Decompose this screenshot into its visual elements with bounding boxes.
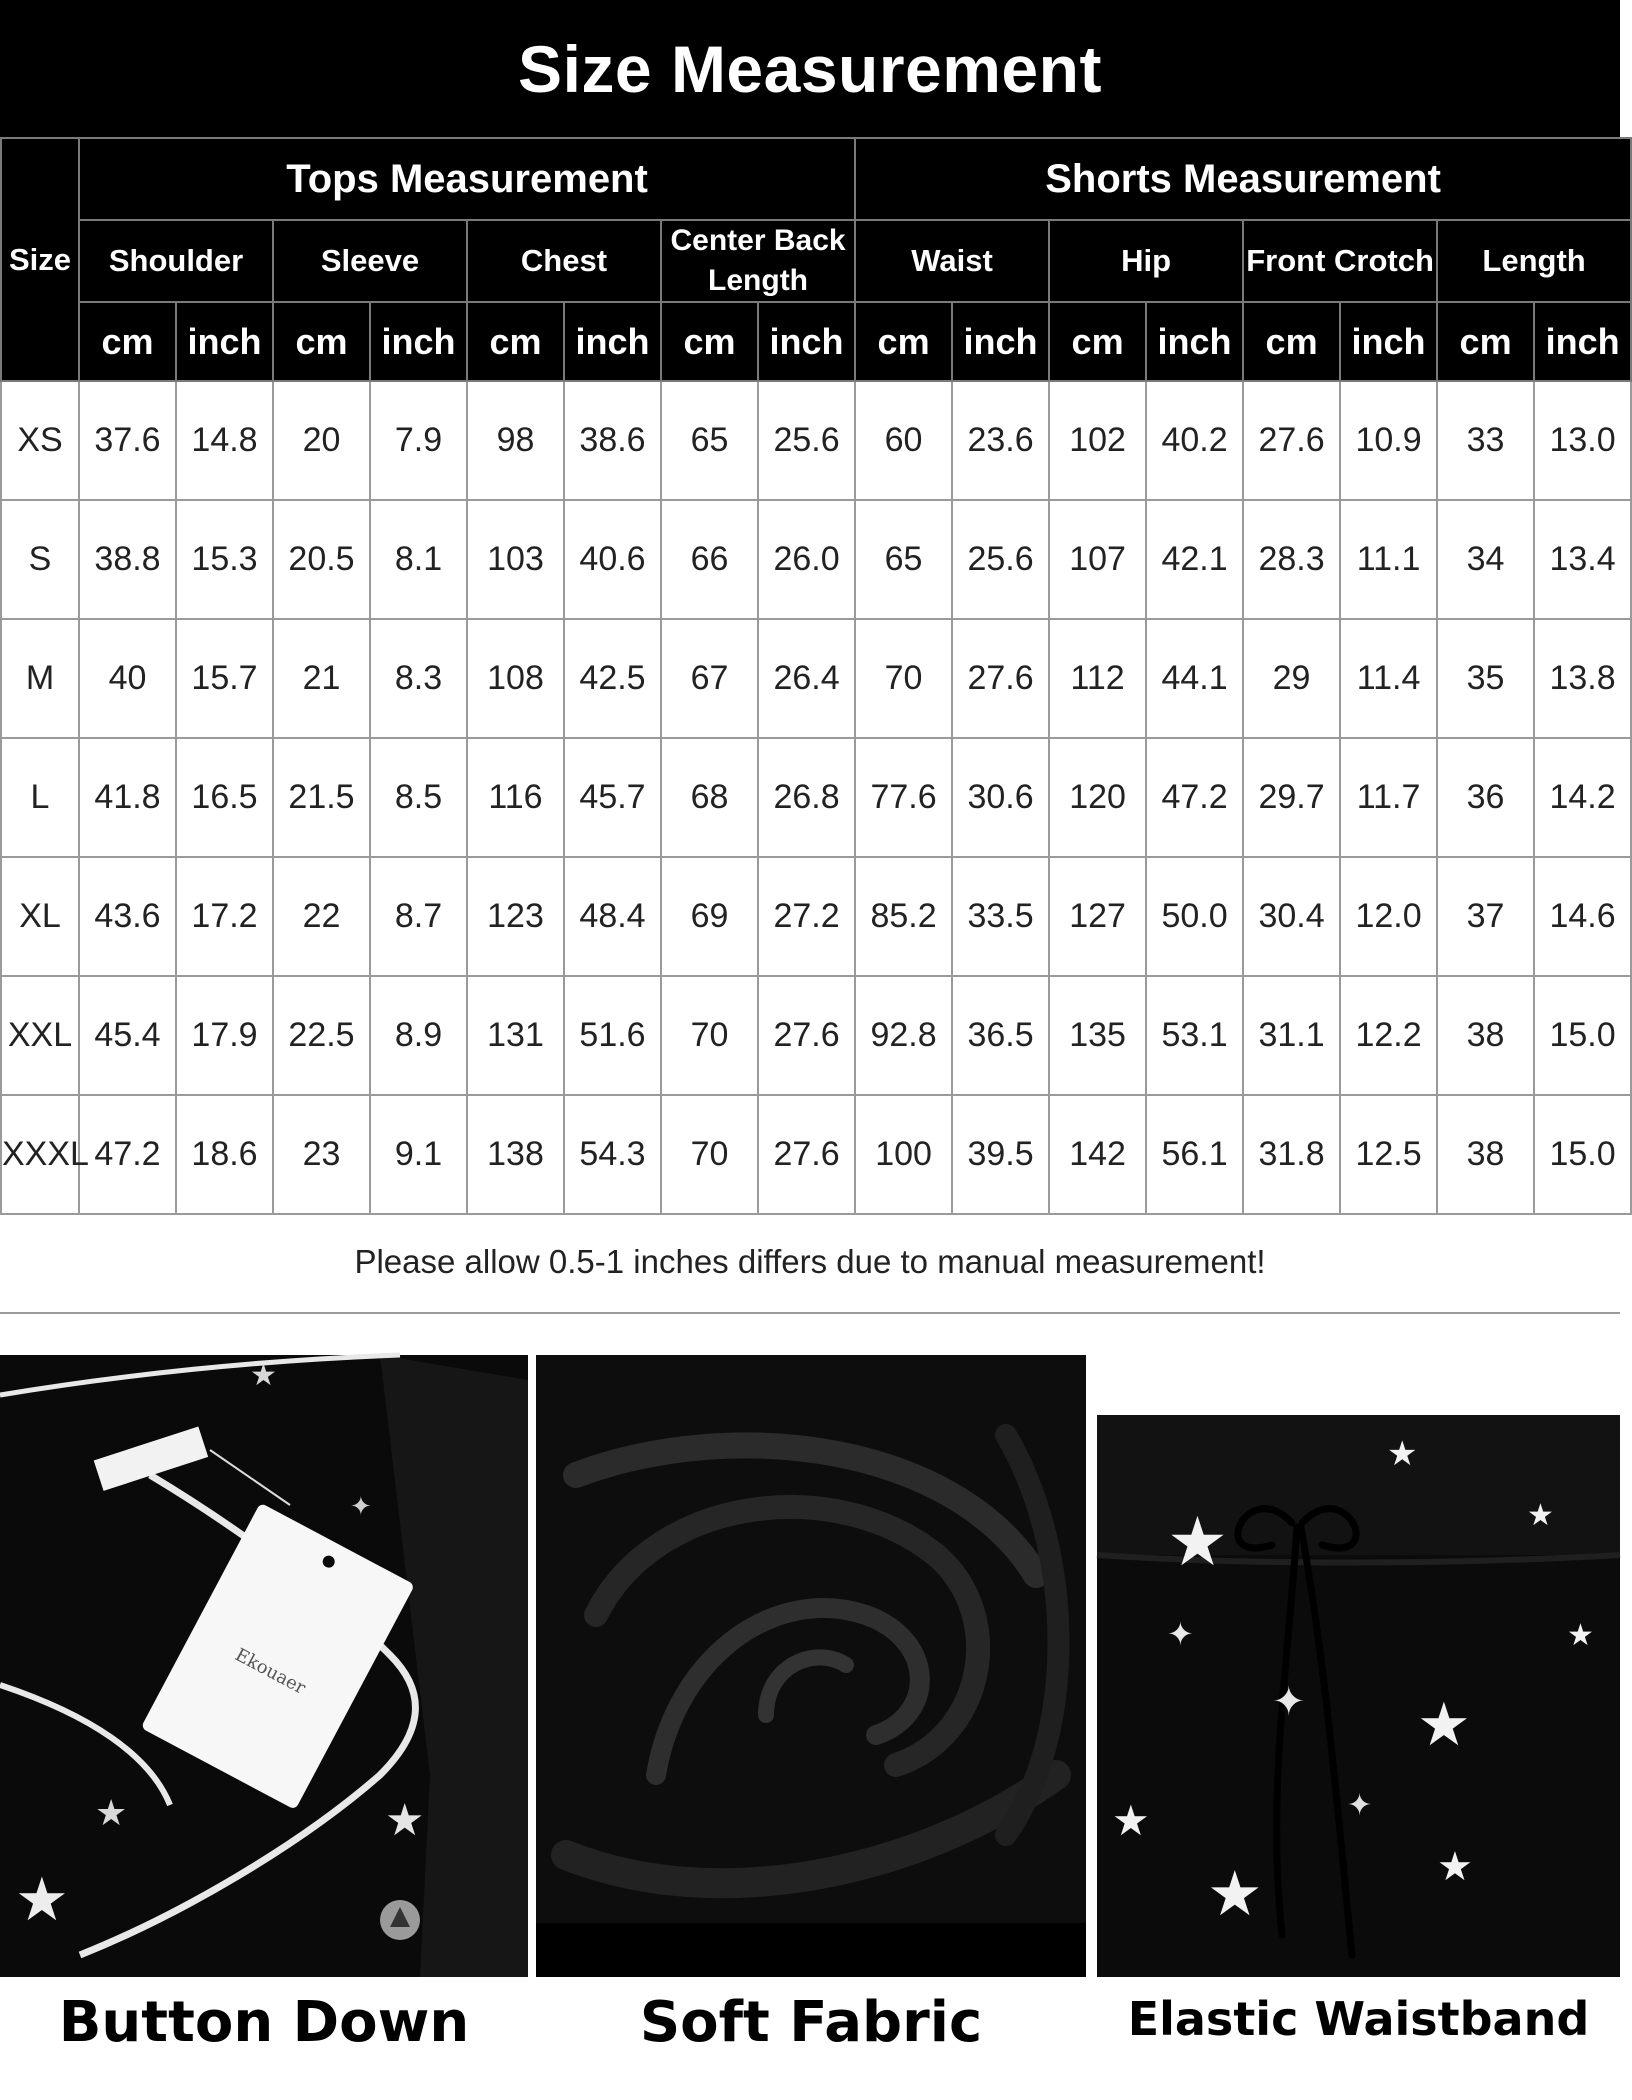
caption-button-down: Button Down: [58, 1990, 470, 2055]
measurement-cell: 31.1: [1243, 976, 1340, 1095]
fabric-swirl-photo: [536, 1355, 1086, 1977]
svg-text:★: ★: [250, 1358, 277, 1393]
measurement-cell: 69: [661, 857, 758, 976]
measurement-cell: 29.7: [1243, 738, 1340, 857]
measurement-cell: 67: [661, 619, 758, 738]
measurement-cell: 8.9: [370, 976, 467, 1095]
measurement-cell: 9.1: [370, 1095, 467, 1214]
unit-header-cm: cm: [273, 302, 370, 381]
unit-header-cm: cm: [1243, 302, 1340, 381]
measurement-cell: 27.6: [758, 976, 855, 1095]
measurement-cell: 34: [1437, 500, 1534, 619]
unit-header-inch: inch: [952, 302, 1049, 381]
measurement-cell: 98: [467, 381, 564, 500]
measurement-cell: 51.6: [564, 976, 661, 1095]
measurement-cell: 33: [1437, 381, 1534, 500]
size-cell: L: [1, 738, 79, 857]
measurement-cell: 60: [855, 381, 952, 500]
measurement-cell: 31.8: [1243, 1095, 1340, 1214]
measurement-cell: 70: [661, 976, 758, 1095]
measurement-cell: 70: [855, 619, 952, 738]
measurement-cell: 39.5: [952, 1095, 1049, 1214]
measurement-cell: 53.1: [1146, 976, 1243, 1095]
measurement-cell: 8.7: [370, 857, 467, 976]
unit-header-cm: cm: [1437, 302, 1534, 381]
measurement-cell: 70: [661, 1095, 758, 1214]
unit-header-inch: inch: [370, 302, 467, 381]
measurement-cell: 38: [1437, 976, 1534, 1095]
center-back-length-header: Center Back Length: [661, 220, 855, 302]
svg-text:★: ★: [1387, 1434, 1418, 1474]
measurement-cell: 14.8: [176, 381, 273, 500]
measurement-cell: 18.6: [176, 1095, 273, 1214]
measurement-cell: 85.2: [855, 857, 952, 976]
hip-header: Hip: [1049, 220, 1243, 302]
front-crotch-header: Front Crotch: [1243, 220, 1437, 302]
measurement-cell: 42.5: [564, 619, 661, 738]
table-row: [1, 857, 1631, 976]
unit-header-inch: inch: [176, 302, 273, 381]
measurement-cell: 77.6: [855, 738, 952, 857]
measurement-cell: 135: [1049, 976, 1146, 1095]
measurement-cell: 17.2: [176, 857, 273, 976]
measurement-cell: 47.2: [1146, 738, 1243, 857]
measurement-cell: 40: [79, 619, 176, 738]
measurement-cell: 14.2: [1534, 738, 1631, 857]
svg-text:★: ★: [1167, 1503, 1228, 1582]
measurement-cell: 38.6: [564, 381, 661, 500]
measurement-cell: 42.1: [1146, 500, 1243, 619]
svg-text:✦: ✦: [1167, 1615, 1194, 1653]
measurement-cell: 116: [467, 738, 564, 857]
measurement-cell: 25.6: [758, 381, 855, 500]
measurement-cell: 7.9: [370, 381, 467, 500]
caption-soft-fabric: Soft Fabric: [639, 1990, 983, 2055]
unit-header-inch: inch: [1146, 302, 1243, 381]
measurement-cell: 45.4: [79, 976, 176, 1095]
length-header: Length: [1437, 220, 1631, 302]
measurement-cell: 123: [467, 857, 564, 976]
measurement-cell: 37.6: [79, 381, 176, 500]
measurement-cell: 29: [1243, 619, 1340, 738]
measurement-cell: 131: [467, 976, 564, 1095]
size-measurement-table: [0, 137, 1632, 1215]
unit-header-cm: cm: [855, 302, 952, 381]
shoulder-header: Shoulder: [79, 220, 273, 302]
measurement-cell: 37: [1437, 857, 1534, 976]
measurement-cell: 45.7: [564, 738, 661, 857]
measurement-cell: 20: [273, 381, 370, 500]
svg-text:✦: ✦: [350, 1492, 372, 1522]
size-cell: XXXL: [1, 1095, 79, 1214]
svg-text:★: ★: [385, 1795, 425, 1846]
measurement-cell: 100: [855, 1095, 952, 1214]
measurement-cell: 65: [661, 381, 758, 500]
measurement-cell: 16.5: [176, 738, 273, 857]
shirt-collar-photo: [0, 1355, 528, 1977]
measurement-cell: 17.9: [176, 976, 273, 1095]
size-cell: XL: [1, 857, 79, 976]
measurement-cell: 26.0: [758, 500, 855, 619]
table-row: [1, 381, 1631, 500]
unit-header-inch: inch: [758, 302, 855, 381]
size-column-header: Size: [1, 138, 79, 381]
measurement-cell: 138: [467, 1095, 564, 1214]
unit-header-inch: inch: [564, 302, 661, 381]
measurement-cell: 25.6: [952, 500, 1049, 619]
table-row: [1, 619, 1631, 738]
measurement-cell: 8.5: [370, 738, 467, 857]
measurement-cell: 26.4: [758, 619, 855, 738]
measurement-cell: 27.2: [758, 857, 855, 976]
measurement-cell: 28.3: [1243, 500, 1340, 619]
measurement-cell: 12.0: [1340, 857, 1437, 976]
size-cell: XXL: [1, 976, 79, 1095]
measurement-cell: 23: [273, 1095, 370, 1214]
measurement-cell: 127: [1049, 857, 1146, 976]
measurement-cell: 35: [1437, 619, 1534, 738]
unit-header-cm: cm: [467, 302, 564, 381]
measurement-cell: 22.5: [273, 976, 370, 1095]
measurement-cell: 27.6: [758, 1095, 855, 1214]
measurement-cell: 36: [1437, 738, 1534, 857]
measurement-cell: 40.6: [564, 500, 661, 619]
unit-header-inch: inch: [1340, 302, 1437, 381]
measurement-cell: 50.0: [1146, 857, 1243, 976]
measurement-cell: 21: [273, 619, 370, 738]
measurement-cell: 112: [1049, 619, 1146, 738]
svg-text:✦: ✦: [1272, 1679, 1306, 1725]
measurement-cell: 10.9: [1340, 381, 1437, 500]
measurement-cell: 15.3: [176, 500, 273, 619]
measurement-cell: 43.6: [79, 857, 176, 976]
tag-brand-text: Ekouaer: [231, 1644, 309, 1699]
table-row: [1, 1095, 1631, 1214]
unit-header-inch: inch: [1534, 302, 1631, 381]
table-row: [1, 976, 1631, 1095]
measurement-cell: 54.3: [564, 1095, 661, 1214]
measurement-cell: 15.0: [1534, 976, 1631, 1095]
measurement-cell: 38.8: [79, 500, 176, 619]
measurement-cell: 44.1: [1146, 619, 1243, 738]
svg-text:★: ★: [95, 1793, 128, 1834]
measurement-cell: 48.4: [564, 857, 661, 976]
waist-header: Waist: [855, 220, 1049, 302]
size-cell: S: [1, 500, 79, 619]
measurement-note: Please allow 0.5-1 inches differs due to manual measurement!: [0, 1212, 1620, 1314]
svg-text:★: ★: [1567, 1618, 1594, 1653]
unit-header-cm: cm: [1049, 302, 1146, 381]
measurement-cell: 65: [855, 500, 952, 619]
measurement-cell: 92.8: [855, 976, 952, 1095]
measurement-cell: 14.6: [1534, 857, 1631, 976]
sleeve-header: Sleeve: [273, 220, 467, 302]
measurement-cell: 12.5: [1340, 1095, 1437, 1214]
measurement-cell: 13.0: [1534, 381, 1631, 500]
measurement-cell: 15.0: [1534, 1095, 1631, 1214]
measurement-cell: 13.8: [1534, 619, 1631, 738]
caption-elastic-waistband: Elastic Waistband: [1127, 1992, 1590, 2046]
measurement-cell: 36.5: [952, 976, 1049, 1095]
size-cell: M: [1, 619, 79, 738]
measurement-cell: 22: [273, 857, 370, 976]
measurement-cell: 103: [467, 500, 564, 619]
measurement-cell: 12.2: [1340, 976, 1437, 1095]
measurement-cell: 68: [661, 738, 758, 857]
measurement-cell: 11.7: [1340, 738, 1437, 857]
table-row: [1, 738, 1631, 857]
svg-text:★: ★: [1207, 1857, 1263, 1930]
measurement-cell: 27.6: [1243, 381, 1340, 500]
shorts-measurement-header: Shorts Measurement: [855, 138, 1631, 220]
measurement-cell: 107: [1049, 500, 1146, 619]
measurement-cell: 26.8: [758, 738, 855, 857]
measurement-cell: 47.2: [79, 1095, 176, 1214]
measurement-cell: 8.1: [370, 500, 467, 619]
measurement-cell: 120: [1049, 738, 1146, 857]
svg-text:★: ★: [15, 1865, 69, 1935]
measurement-cell: 38: [1437, 1095, 1534, 1214]
svg-text:★: ★: [1112, 1796, 1150, 1845]
svg-text:★: ★: [1437, 1844, 1473, 1890]
measurement-cell: 108: [467, 619, 564, 738]
page-title: Size Measurement: [0, 0, 1620, 137]
measurement-cell: 11.4: [1340, 619, 1437, 738]
size-cell: XS: [1, 381, 79, 500]
measurement-cell: 66: [661, 500, 758, 619]
measurement-cell: 15.7: [176, 619, 273, 738]
measurement-cell: 13.4: [1534, 500, 1631, 619]
svg-text:★: ★: [1417, 1690, 1471, 1760]
svg-text:✦: ✦: [1347, 1788, 1373, 1823]
chest-header: Chest: [467, 220, 661, 302]
tops-measurement-header: Tops Measurement: [79, 138, 855, 220]
measurement-cell: 27.6: [952, 619, 1049, 738]
measurement-cell: 30.4: [1243, 857, 1340, 976]
measurement-cell: 11.1: [1340, 500, 1437, 619]
table-row: [1, 500, 1631, 619]
measurement-cell: 56.1: [1146, 1095, 1243, 1214]
measurement-cell: 41.8: [79, 738, 176, 857]
unit-header-cm: cm: [661, 302, 758, 381]
measurement-cell: 30.6: [952, 738, 1049, 857]
measurement-cell: 8.3: [370, 619, 467, 738]
measurement-cell: 102: [1049, 381, 1146, 500]
measurement-cell: 21.5: [273, 738, 370, 857]
measurement-cell: 20.5: [273, 500, 370, 619]
measurement-cell: 23.6: [952, 381, 1049, 500]
svg-text:★: ★: [1527, 1498, 1554, 1533]
unit-header-cm: cm: [79, 302, 176, 381]
measurement-cell: 40.2: [1146, 381, 1243, 500]
waistband-drawstring-photo: [1097, 1415, 1620, 1977]
measurement-cell: 142: [1049, 1095, 1146, 1214]
measurement-cell: 33.5: [952, 857, 1049, 976]
